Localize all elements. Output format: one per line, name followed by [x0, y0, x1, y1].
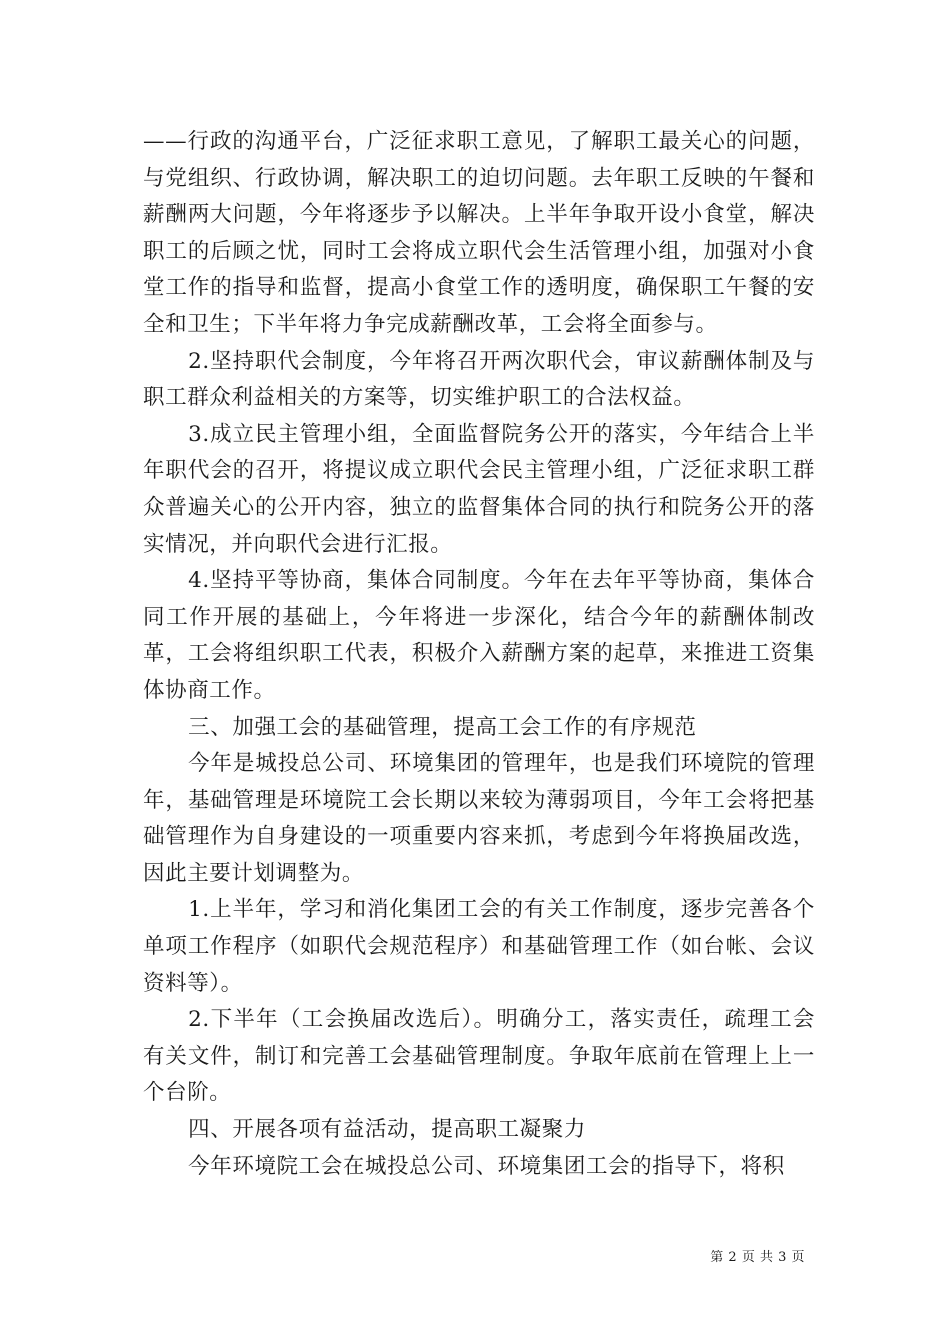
paragraph-item-4-collective-contract: 4.坚持平等协商，集体合同制度。今年在去年平等协商，集体合同工作开展的基础上，今年将进一步深化，结合今年的薪酬体制改革，工会将组织职工代表，积极介入薪酬方案的起草，来推进工资集体协商工作。	[143, 568, 815, 703]
section-heading-4: 四、开展各项有益活动，提高职工凝聚力	[188, 1117, 586, 1143]
paragraph-continuation: ——行政的沟通平台，广泛征求职工意见，了解职工最关心的问题，与党组织、行政协调，解决职工的迫切问题。去年职工反映的午餐和薪酬两大问题，今年将逐步予以解决。上半年争取开设小食堂，解决职工的后顾之忧，同时工会将成立职代会生活管理小组，加强对小食堂工作的指导和监督，提高小食堂工作的透明度，确保职工午餐的安全和卫生；下半年将力争完成薪酬改革，工会将全面参与。	[143, 129, 815, 337]
section-heading-3: 三、加强工会的基础管理，提高工会工作的有序规范	[188, 714, 697, 740]
paragraph-first-half: 1.上半年，学习和消化集团工会的有关工作制度，逐步完善各个单项工作程序（如职代会规范程序）和基础管理工作（如台帐、会议资料等）。	[143, 897, 815, 996]
document-body	[143, 124, 815, 1185]
page-number: 第 2 页 共 3 页	[710, 1250, 805, 1265]
paragraph-second-half: 2.下半年（工会换届改选后）。明确分工，落实责任，疏理工会有关文件，制订和完善工会基础管理制度。争取年底前在管理上上一个台阶。	[143, 1007, 815, 1106]
paragraph-item-2-congress: 2.坚持职代会制度，今年将召开两次职代会，审议薪酬体制及与职工群众利益相关的方案等，切实维护职工的合法权益。	[143, 348, 815, 411]
paragraph-activities: 今年环境院工会在城投总公司、环境集团工会的指导下，将积	[188, 1153, 785, 1179]
paragraph-item-3-democratic-management: 3.成立民主管理小组，全面监督院务公开的落实，今年结合上半年职代会的召开，将提议成立职代会民主管理小组，广泛征求职工群众普遍关心的公开内容，独立的监督集体合同的执行和院务公开的落实情况，并向职代会进行汇报。	[143, 421, 815, 557]
paragraph-management-year: 今年是城投总公司、环境集团的管理年，也是我们环境院的管理年，基础管理是环境院工会长期以来较为薄弱项目，今年工会将把基础管理作为自身建设的一项重要内容来抓，考虑到今年将换届改选，因此主要计划调整为。	[143, 751, 815, 886]
